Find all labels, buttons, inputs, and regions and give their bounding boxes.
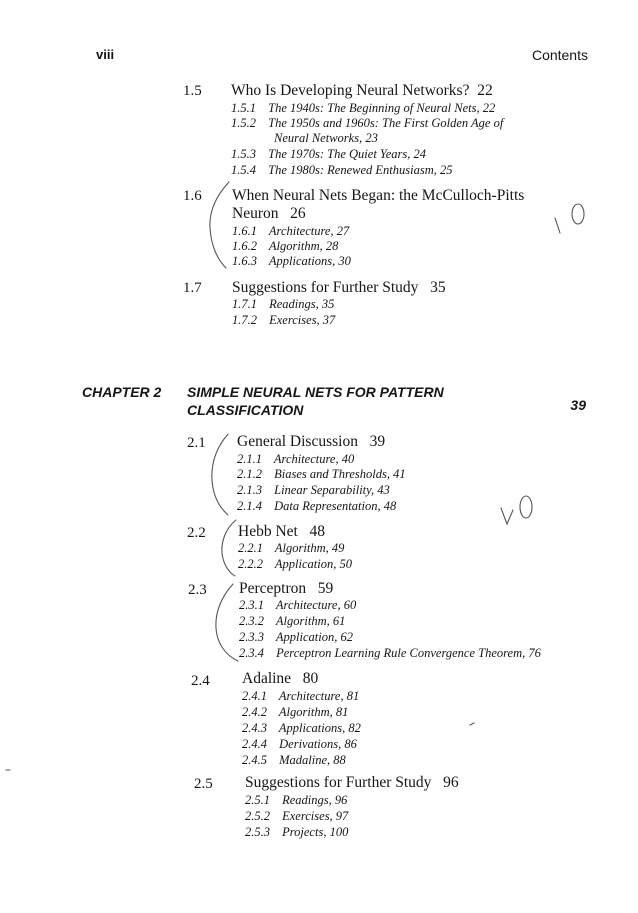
chapter-title: SIMPLE NEURAL NETS FOR PATTERN (187, 384, 444, 400)
subsection: 1.7.1 Readings, 35 (232, 297, 335, 311)
subsection: 1.7.2 Exercises, 37 (232, 313, 336, 327)
subsection-continued: Neural Networks, 23 (274, 131, 378, 145)
subsection: 1.6.1 Architecture, 27 (232, 224, 350, 238)
subsection: 1.5.3 The 1970s: The Quiet Years, 24 (231, 147, 427, 161)
section-title: Suggestions for Further Study 96 (245, 774, 459, 791)
section-number: 1.5 (183, 83, 202, 99)
bracket-mark (222, 520, 236, 576)
pencil-check-mark (555, 218, 560, 233)
subsection: 2.4.1 Architecture, 81 (242, 689, 360, 703)
section-number: 2.3 (188, 582, 207, 598)
section-title: General Discussion 39 (237, 433, 386, 450)
subsection: 2.1.2 Biases and Thresholds, 41 (237, 467, 406, 481)
section-number: 2.5 (194, 776, 213, 792)
section-number: 1.7 (183, 280, 202, 296)
subsection: 1.6.2 Algorithm, 28 (232, 239, 339, 253)
subsection: 2.2.1 Algorithm, 49 (238, 541, 345, 555)
subsection: 2.3.3 Application, 62 (239, 630, 353, 644)
running-title: Contents (531, 47, 588, 63)
subsection: 2.5.1 Readings, 96 (245, 793, 348, 807)
subsection: 1.5.2 The 1950s and 1960s: The First Golden Age of (231, 116, 504, 130)
subsection: 1.5.1 The 1940s: The Beginning of Neural Nets, 22 (231, 101, 496, 115)
bracket-mark (210, 182, 229, 268)
subsection: 1.6.3 Applications, 30 (232, 254, 351, 268)
section-number: 2.4 (191, 673, 210, 689)
section-title: Perceptron 59 (239, 580, 334, 597)
subsection: 1.5.4 The 1980s: Renewed Enthusiasm, 25 (231, 163, 453, 177)
subsection: 2.1.3 Linear Separability, 43 (237, 483, 390, 497)
chapter-label: CHAPTER 2 (82, 384, 162, 400)
subsection: 2.5.2 Exercises, 97 (245, 809, 349, 823)
subsection: 2.3.1 Architecture, 60 (239, 598, 357, 612)
pencil-circle-mark (572, 204, 584, 224)
section-title: Suggestions for Further Study 35 (232, 279, 446, 296)
subsection: 2.1.4 Data Representation, 48 (237, 499, 397, 513)
section-number: 1.6 (183, 188, 202, 204)
subsection: 2.2.2 Application, 50 (238, 557, 352, 571)
subsection: 2.1.1 Architecture, 40 (237, 452, 355, 466)
chapter-page: 39 (570, 397, 586, 413)
page-number: viii (96, 47, 115, 62)
section-title: Hebb Net 48 (238, 523, 325, 540)
section-title: When Neural Nets Began: the McCulloch-Pitts (232, 187, 525, 204)
section-number: 2.2 (187, 525, 206, 541)
section-number: 2.1 (187, 435, 206, 451)
subsection: 2.4.3 Applications, 82 (242, 721, 361, 735)
subsection: 2.3.4 Perceptron Learning Rule Convergence Theorem, 76 (239, 646, 541, 660)
section-title: Adaline 80 (242, 670, 319, 687)
pencil-circle-mark (520, 496, 532, 518)
section-title-continued: Neuron 26 (232, 205, 306, 222)
stray-mark (470, 723, 474, 725)
subsection: 2.4.4 Derivations, 86 (242, 737, 357, 751)
section-title: Who Is Developing Neural Networks? 22 (231, 82, 493, 99)
chapter-title-continued: CLASSIFICATION (187, 402, 304, 418)
subsection: 2.3.2 Algorithm, 61 (239, 614, 346, 628)
bracket-mark (216, 584, 238, 661)
pencil-check-mark (501, 508, 513, 524)
subsection: 2.4.5 Madaline, 88 (242, 753, 346, 767)
subsection: 2.4.2 Algorithm, 81 (242, 705, 349, 719)
bracket-mark (212, 434, 228, 515)
subsection: 2.5.3 Projects, 100 (245, 825, 349, 839)
